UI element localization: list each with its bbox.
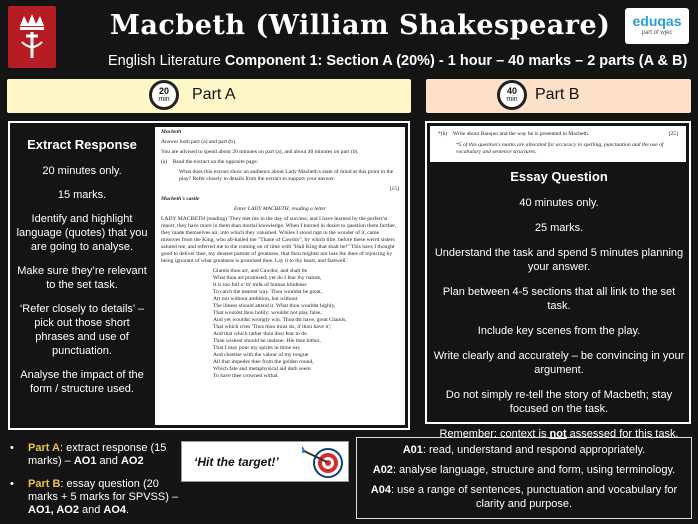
guidance-point: 15 marks.	[57, 189, 107, 201]
part-b-banner	[426, 79, 691, 113]
essay-question	[438, 131, 589, 138]
verse-line: And yet wouldst wrongly win. Thou'dst have, great Glamis,	[213, 317, 347, 323]
summary-item-part-b	[8, 478, 184, 517]
question-line1: Read the extract on the opposite page.	[172, 159, 259, 165]
scene-title: Macbeth's castle	[161, 196, 200, 202]
guidance-point: ‘Refer closely to details’ – pick out those short phrases and use of punctuation.	[19, 303, 145, 357]
timer-unit: min	[506, 96, 518, 103]
verse-line: That which cries 'Thus thou must do, if thou have it';	[213, 324, 332, 330]
guidance-point: Make sure they’re relevant to the set task.	[17, 265, 147, 291]
ao1-label: AO1	[73, 455, 97, 467]
exam-paper-essay	[430, 126, 686, 162]
part-b-highlight: Part B	[28, 478, 61, 490]
hit-target-box	[181, 441, 349, 482]
ao2-label: AO2	[120, 455, 144, 467]
guidance-point: Analyse the impact of the form / structure used.	[20, 369, 144, 395]
verse-line: Art not without ambition, but without	[213, 296, 298, 302]
ao-code: A04	[370, 484, 391, 496]
ao-item	[364, 483, 684, 511]
ao-code: A02	[372, 464, 393, 476]
verse-line: And chastise with the valour of my tongue	[213, 352, 309, 358]
part-a-summary: : extract response (15 marks) –	[28, 442, 167, 467]
timer-icon	[149, 80, 179, 110]
target-icon	[302, 445, 344, 479]
period: .	[126, 504, 130, 516]
paper-question	[161, 159, 399, 166]
part-a-label: Part A	[192, 86, 236, 103]
subtitle-prefix: English Literature	[108, 53, 225, 69]
part-a-panel	[8, 121, 410, 430]
guidance-point: 20 minutes only.	[42, 165, 122, 177]
part-b-summary: : essay question (20 marks + 5 marks for SPVSS) –	[28, 478, 179, 503]
verse-line: All that impedes thee from the golden round,	[213, 359, 314, 365]
spag-note: *5 of this question's marks are allocated for accuracy in spelling, punctuation and the use of vocabulary and sentence structures.	[456, 142, 664, 155]
context-not: not	[549, 428, 567, 440]
timer-value: 40	[506, 86, 517, 96]
guidance-point: Do not simply re-tell the story of Macbeth; stay focused on the task.	[445, 389, 673, 415]
stage-direction: Enter LADY MACBETH, reading a letter	[233, 206, 327, 212]
verse-line: That I may pour my spirits in thine ear,	[213, 345, 301, 351]
ao-text: : analyse language, structure and form, using terminology.	[392, 464, 676, 476]
ao4-label: AO4	[103, 504, 127, 516]
question-text: Write about Banquo and the way he is presented in Macbeth.	[452, 131, 590, 137]
guidance-point: Plan between 4-5 sections that all link to the set task.	[442, 286, 676, 312]
summary-list	[8, 442, 184, 524]
question-number: (a)	[161, 159, 168, 165]
verse-line: Than wishest should be undone. Hie thee hither,	[213, 338, 321, 344]
part-b-panel	[425, 121, 691, 440]
paper-title: Macbeth	[161, 129, 182, 135]
verse-line: What thou art promised; yet do I fear thy nature,	[213, 275, 322, 281]
part-a-banner	[7, 79, 411, 113]
verse-line: Glamis thou art, and Cawdor, and shalt be	[213, 268, 308, 274]
crest-logo	[8, 6, 56, 68]
summary-item-part-a	[8, 442, 184, 468]
logo-subtext: part of wjec	[641, 30, 673, 36]
guidance-point: Include key scenes from the play.	[477, 325, 641, 337]
context-before: Remember: context is	[439, 428, 550, 440]
extract-prose: LADY MACBETH (reading) 'They met me in the day of success; and I have learned by the perfect'st report, they have more in them than mortal knowledge. When I burned in desire to question them further, they made themselves air, into which they vanished. Whiles I stood rapt in the wonder of it, came missives from the King, who all-hailed me "Thane of Cawdor", by which title, before these weird sisters saluted me, and referred me to the coming on of time with "Hail King that shalt be!" This have I thought good to deliver thee, my dearest partner of greatness, that thou mightst not lose the dues of rejoicing by being ignorant of what greatness is promised thee. Lay it to thy heart, and farewell.'	[161, 216, 397, 264]
timer-icon	[497, 80, 527, 110]
page-subtitle	[108, 53, 687, 69]
part-b-heading: Essay Question	[510, 169, 608, 184]
assessment-objectives-box	[356, 437, 692, 519]
part-b-guidance	[433, 169, 685, 452]
paper-advice: You are advised to spend about 20 minutes on part (a), and about 40 minutes on part (b).	[161, 149, 359, 155]
part-b-label: Part B	[535, 86, 580, 103]
ao-list-label: AO1, AO2	[28, 504, 79, 516]
timer-unit: min	[158, 96, 170, 103]
guidance-point: Identify and highlight language (quotes) that you are going to analyse.	[16, 213, 148, 253]
crown-icon	[12, 12, 52, 62]
page-title: Macbeth (William Shakespeare)	[110, 10, 611, 41]
verse-line: It is too full o' th' milk of human kindness	[213, 282, 307, 288]
context-after: assessed for this task.	[566, 428, 679, 440]
guidance-point: Understand the task and spend 5 minutes planning your answer.	[434, 247, 684, 273]
subtitle-bold: Component 1: Section A (20%) - 1 hour – 40 marks – 2 parts (A & B)	[224, 53, 688, 69]
verse-line: The illness should attend it. What thou wouldst highly,	[213, 303, 336, 309]
verse-line: To catch the nearest way. Thou wouldst be great,	[213, 289, 323, 295]
exam-paper-extract	[155, 127, 405, 425]
ao-item	[364, 443, 684, 457]
question-marks: [25]	[668, 131, 678, 137]
logo-text: eduqas	[632, 13, 682, 29]
verse-line: Which fate and metaphysical aid doth seem	[213, 366, 311, 372]
guidance-point: 40 minutes only.	[519, 197, 599, 209]
ao-text: : use a range of sentences, punctuation and vocabulary for clarity and purpose.	[390, 484, 678, 510]
eduqas-logo	[625, 8, 689, 44]
ao-text: : read, understand and respond appropriately.	[422, 444, 646, 456]
part-a-heading: Extract Response	[27, 137, 137, 152]
guidance-point: Write clearly and accurately – be convincing in your argument.	[433, 350, 685, 376]
verse-line: To have thee crowned withal.	[213, 373, 279, 379]
part-a-guidance	[14, 131, 150, 406]
verse-line: And that which rather thou dost fear to do	[213, 331, 307, 337]
and-text: and	[78, 504, 104, 516]
paper-instruction: Answer both part (a) and part (b).	[161, 139, 237, 145]
question-number: *(b)	[438, 131, 448, 137]
ao-item	[364, 463, 684, 477]
question-marks: [15]	[389, 186, 399, 192]
and-text: and	[96, 455, 121, 467]
essay-question-row	[438, 131, 678, 138]
question-line2: What does this extract show an audience about Lady Macbeth's state of mind at this point in the play? Refer closely to details from the extract to support your answer.	[179, 169, 394, 182]
hit-target-text: ‘Hit the target!’	[194, 455, 279, 469]
guidance-point: 25 marks.	[534, 222, 584, 234]
part-a-highlight: Part A	[28, 442, 60, 454]
timer-value: 20	[158, 86, 169, 96]
verse-line: That wouldst thou holily; wouldst not play false,	[213, 310, 322, 316]
ao-code: A01	[402, 444, 423, 456]
